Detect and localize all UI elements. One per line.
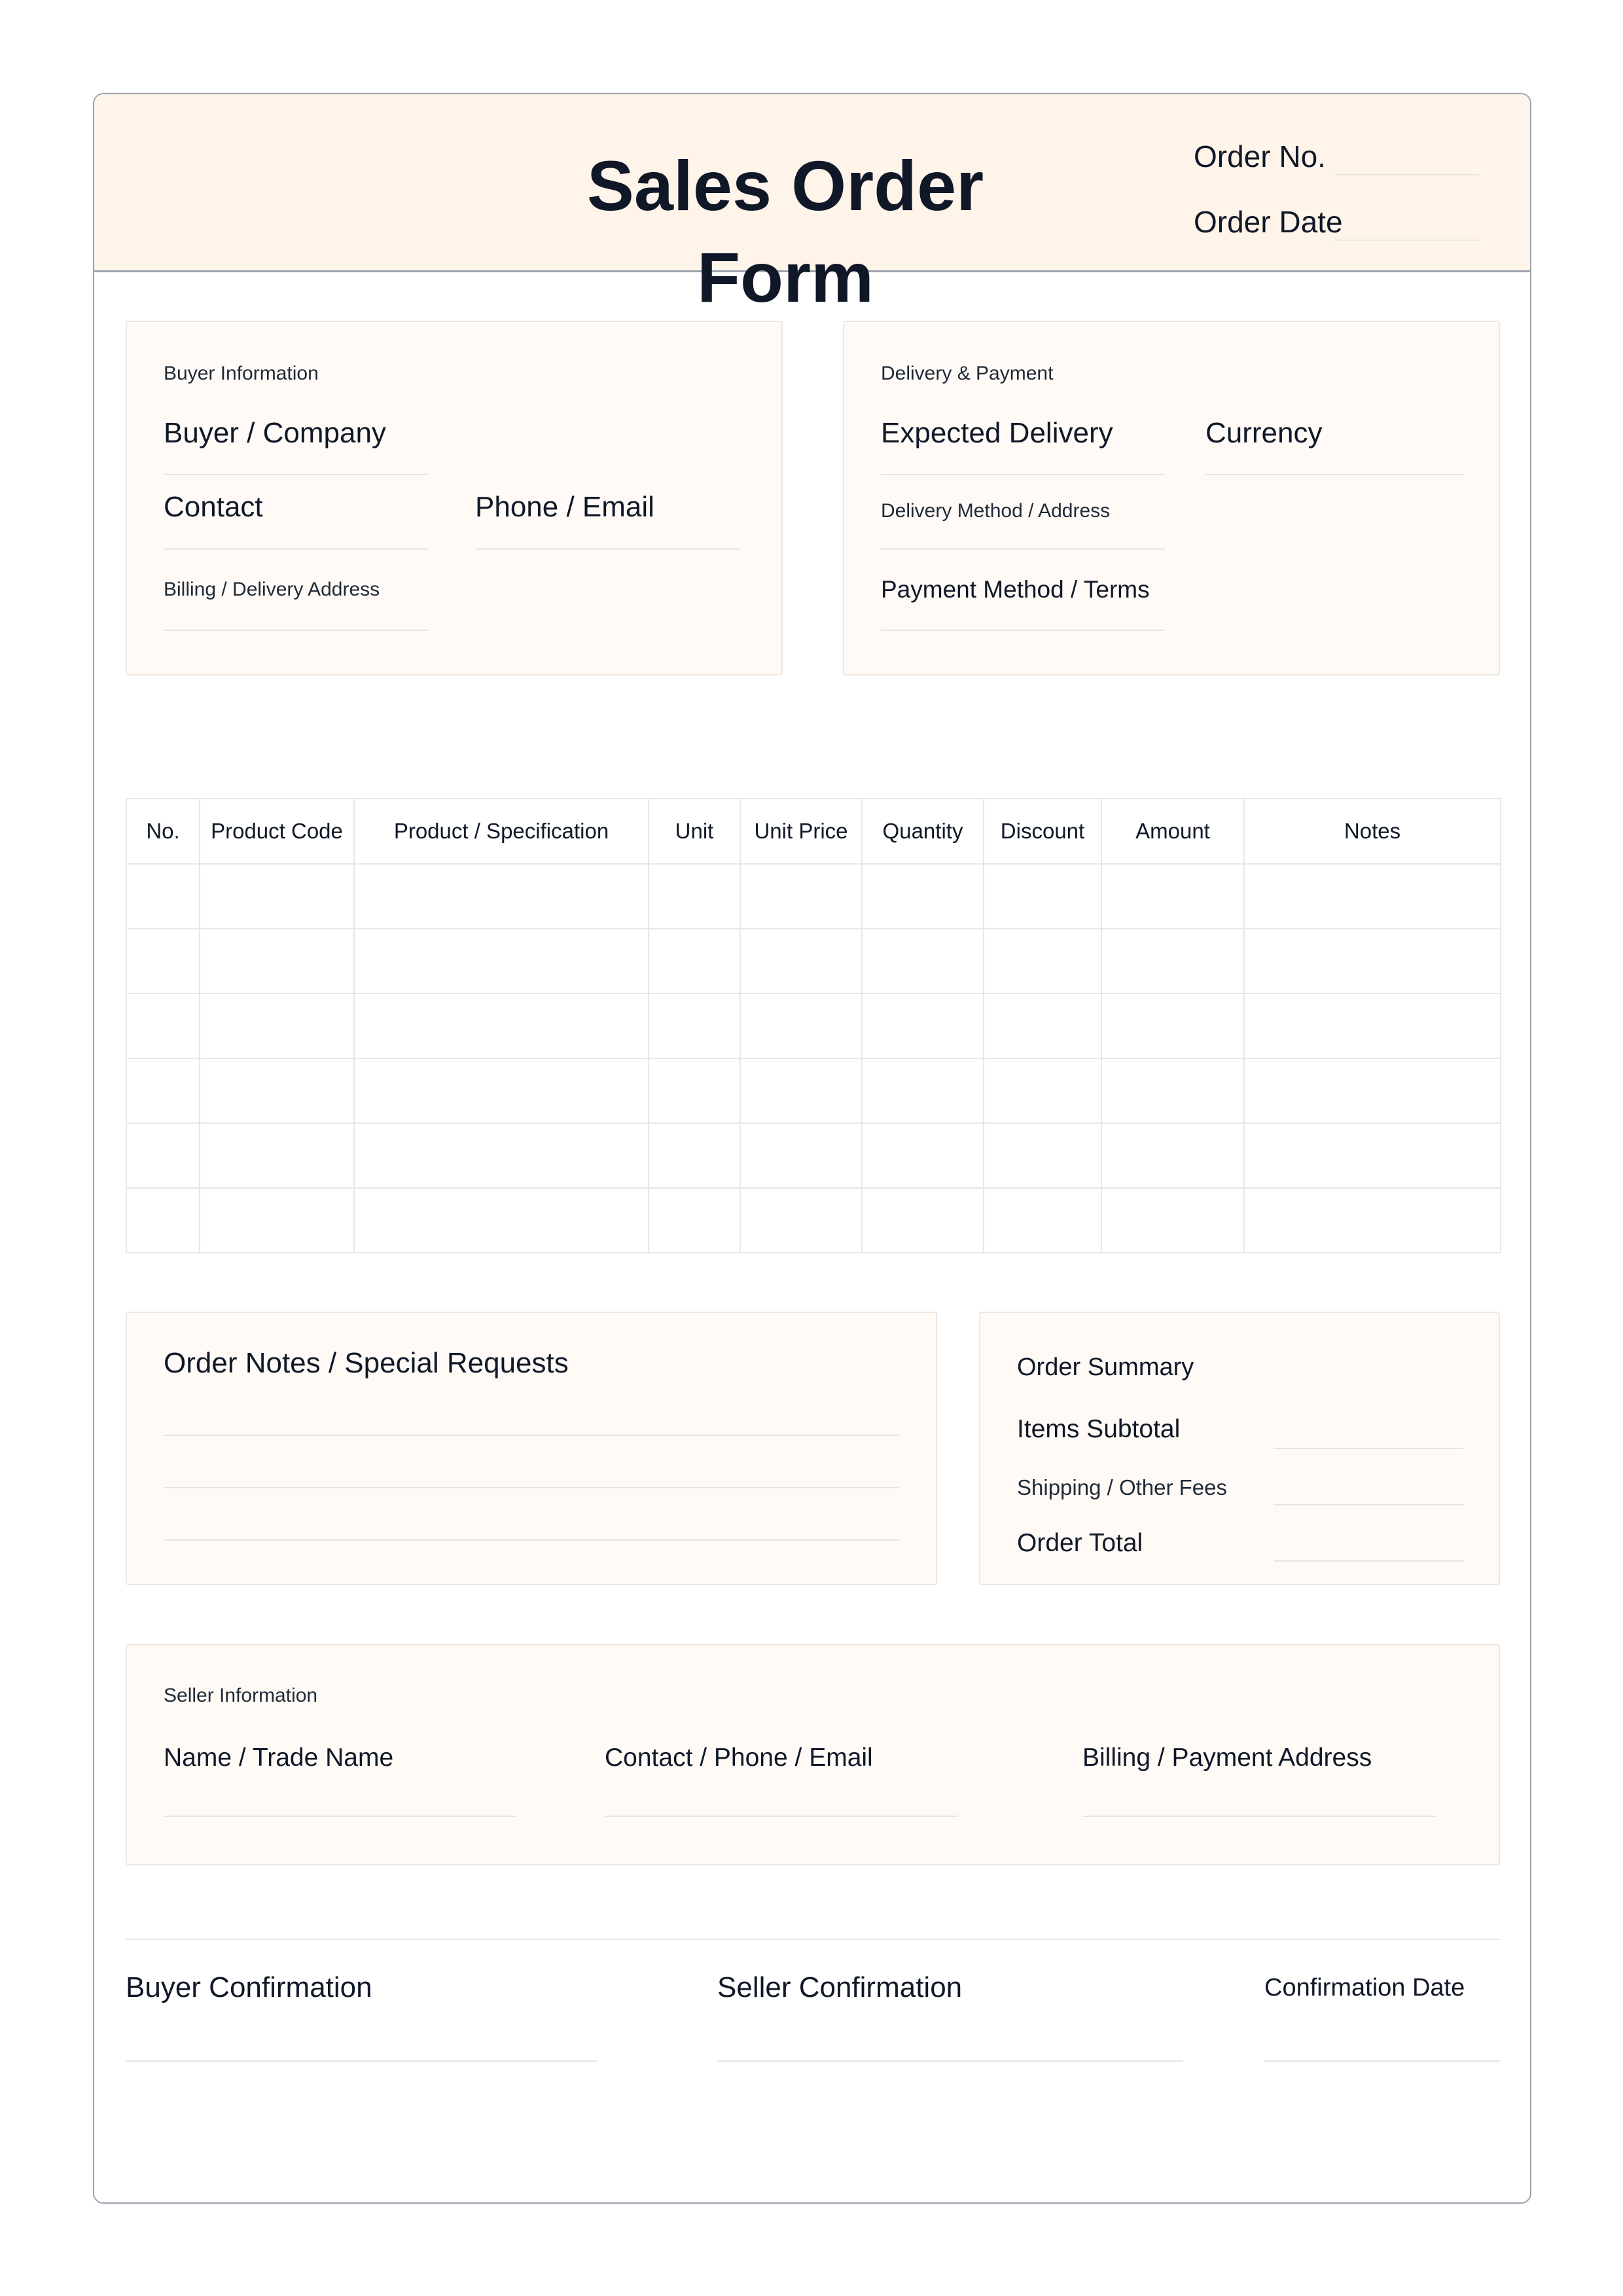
column-header: Product Code: [200, 798, 354, 864]
buyer-info-caption: Buyer Information: [164, 363, 319, 384]
table-cell[interactable]: [984, 864, 1101, 929]
order-summary-title: Order Summary: [1017, 1354, 1194, 1381]
table-cell[interactable]: [1244, 864, 1501, 929]
table-cell[interactable]: [354, 994, 649, 1058]
shipping-fees-label: Shipping / Other Fees: [1017, 1475, 1228, 1499]
table-cell[interactable]: [740, 864, 862, 929]
column-header: Product / Specification: [354, 798, 649, 864]
buyer-signature-field[interactable]: [126, 2060, 597, 2062]
table-cell[interactable]: [649, 994, 740, 1058]
table-cell[interactable]: [862, 864, 984, 929]
table-cell[interactable]: [649, 1058, 740, 1123]
table-cell[interactable]: [1244, 994, 1501, 1058]
table-cell[interactable]: [354, 1123, 649, 1188]
table-cell[interactable]: [354, 929, 649, 994]
payment-method-label: Payment Method / Terms: [881, 576, 1150, 603]
notes-line-1[interactable]: [164, 1435, 899, 1436]
column-header: Discount: [984, 798, 1101, 864]
table-cell[interactable]: [354, 864, 649, 929]
table-row: [126, 1123, 1501, 1188]
table-cell[interactable]: [1101, 994, 1244, 1058]
table-row: [126, 1188, 1501, 1253]
page-title: Sales Order Form: [586, 146, 984, 317]
order-no-field[interactable]: [1335, 174, 1479, 175]
table-cell[interactable]: [740, 1123, 862, 1188]
table-cell[interactable]: [1101, 1123, 1244, 1188]
table-cell[interactable]: [1244, 1123, 1501, 1188]
seller-name-label: Name / Trade Name: [164, 1744, 394, 1772]
order-date-label: Order Date: [1194, 205, 1343, 239]
seller-address-field[interactable]: [1082, 1816, 1436, 1817]
buyer-confirmation-label: Buyer Confirmation: [126, 1971, 372, 2003]
table-cell[interactable]: [1244, 929, 1501, 994]
seller-info-panel: [126, 1644, 1500, 1865]
table-cell[interactable]: [649, 864, 740, 929]
table-cell[interactable]: [740, 1188, 862, 1253]
form-sheet: [93, 93, 1531, 2204]
billing-address-field[interactable]: [164, 630, 428, 631]
column-header: Quantity: [862, 798, 984, 864]
table-cell[interactable]: [649, 1123, 740, 1188]
table-row: [126, 1058, 1501, 1123]
table-cell[interactable]: [200, 929, 354, 994]
table-cell[interactable]: [649, 929, 740, 994]
column-header: Unit: [649, 798, 740, 864]
order-total-field[interactable]: [1274, 1560, 1463, 1562]
table-cell[interactable]: [126, 994, 200, 1058]
table-cell[interactable]: [126, 1058, 200, 1123]
table-cell[interactable]: [126, 929, 200, 994]
items-subtotal-label: Items Subtotal: [1017, 1415, 1181, 1443]
delivery-method-label: Delivery Method / Address: [881, 500, 1111, 522]
currency-label: Currency: [1205, 417, 1323, 449]
confirmation-date-label: Confirmation Date: [1264, 1974, 1465, 2001]
table-cell[interactable]: [984, 1058, 1101, 1123]
table-cell[interactable]: [200, 994, 354, 1058]
table-cell[interactable]: [1101, 929, 1244, 994]
table-cell[interactable]: [1101, 1058, 1244, 1123]
table-cell[interactable]: [1101, 864, 1244, 929]
seller-name-field[interactable]: [164, 1816, 517, 1817]
seller-contact-label: Contact / Phone / Email: [605, 1744, 873, 1772]
table-cell[interactable]: [740, 1058, 862, 1123]
table-cell[interactable]: [200, 1188, 354, 1253]
form-header: [94, 94, 1530, 317]
table-header-row: [126, 798, 1501, 864]
order-notes-title: Order Notes / Special Requests: [164, 1347, 569, 1379]
table-cell[interactable]: [354, 1058, 649, 1123]
contact-field[interactable]: [164, 548, 428, 550]
table-cell[interactable]: [126, 1188, 200, 1253]
contact-label: Contact: [164, 491, 263, 523]
notes-line-2[interactable]: [164, 1487, 899, 1488]
order-total-label: Order Total: [1017, 1529, 1143, 1557]
buyer-company-field[interactable]: [164, 474, 428, 475]
table-cell[interactable]: [200, 864, 354, 929]
seller-address-label: Billing / Payment Address: [1082, 1744, 1372, 1772]
table-cell[interactable]: [984, 994, 1101, 1058]
table-cell[interactable]: [862, 1188, 984, 1253]
billing-address-label: Billing / Delivery Address: [164, 579, 380, 600]
table-cell[interactable]: [126, 1123, 200, 1188]
column-header: Amount: [1101, 798, 1244, 864]
phone-email-field[interactable]: [475, 548, 740, 550]
confirmation-date-field[interactable]: [1264, 2060, 1500, 2062]
order-summary-panel: [979, 1312, 1500, 1585]
table-cell[interactable]: [1244, 1188, 1501, 1253]
seller-confirmation-label: Seller Confirmation: [717, 1971, 963, 2003]
table-cell[interactable]: [862, 994, 984, 1058]
buyer-company-label: Buyer / Company: [164, 417, 386, 449]
delivery-payment-panel: [843, 321, 1500, 675]
table-cell[interactable]: [862, 929, 984, 994]
order-notes-panel: [126, 1312, 937, 1585]
table-cell[interactable]: [200, 1123, 354, 1188]
expected-delivery-field[interactable]: [881, 474, 1165, 475]
order-no-label: Order No.: [1194, 139, 1326, 173]
seller-info-caption: Seller Information: [164, 1685, 318, 1706]
table-cell[interactable]: [126, 864, 200, 929]
confirmation-divider: [126, 1939, 1500, 1940]
table-row: [126, 994, 1501, 1058]
shipping-fees-field[interactable]: [1274, 1504, 1463, 1505]
seller-signature-field[interactable]: [717, 2060, 1183, 2062]
expected-delivery-label: Expected Delivery: [881, 417, 1113, 449]
delivery-method-field[interactable]: [881, 548, 1165, 550]
table-cell[interactable]: [649, 1188, 740, 1253]
table-cell[interactable]: [354, 1188, 649, 1253]
phone-email-label: Phone / Email: [475, 491, 654, 523]
column-header: No.: [126, 798, 200, 864]
column-header: Unit Price: [740, 798, 862, 864]
table-cell[interactable]: [984, 1123, 1101, 1188]
table-cell[interactable]: [1244, 1058, 1501, 1123]
payment-method-field[interactable]: [881, 630, 1165, 631]
table-cell[interactable]: [1101, 1188, 1244, 1253]
seller-contact-field[interactable]: [605, 1816, 958, 1817]
table-row: [126, 929, 1501, 994]
table-cell[interactable]: [740, 929, 862, 994]
table-row: [126, 864, 1501, 929]
order-date-field[interactable]: [1335, 240, 1479, 241]
table-cell[interactable]: [862, 1058, 984, 1123]
items-subtotal-field[interactable]: [1274, 1448, 1463, 1449]
table-cell[interactable]: [984, 929, 1101, 994]
delivery-payment-caption: Delivery & Payment: [881, 363, 1054, 384]
column-header: Notes: [1244, 798, 1501, 864]
table-cell[interactable]: [862, 1123, 984, 1188]
table-cell[interactable]: [740, 994, 862, 1058]
table-cell[interactable]: [984, 1188, 1101, 1253]
notes-line-3[interactable]: [164, 1539, 899, 1541]
currency-field[interactable]: [1205, 474, 1465, 475]
order-items-table: [126, 798, 1501, 1253]
table-cell[interactable]: [200, 1058, 354, 1123]
buyer-info-panel: [126, 321, 783, 675]
